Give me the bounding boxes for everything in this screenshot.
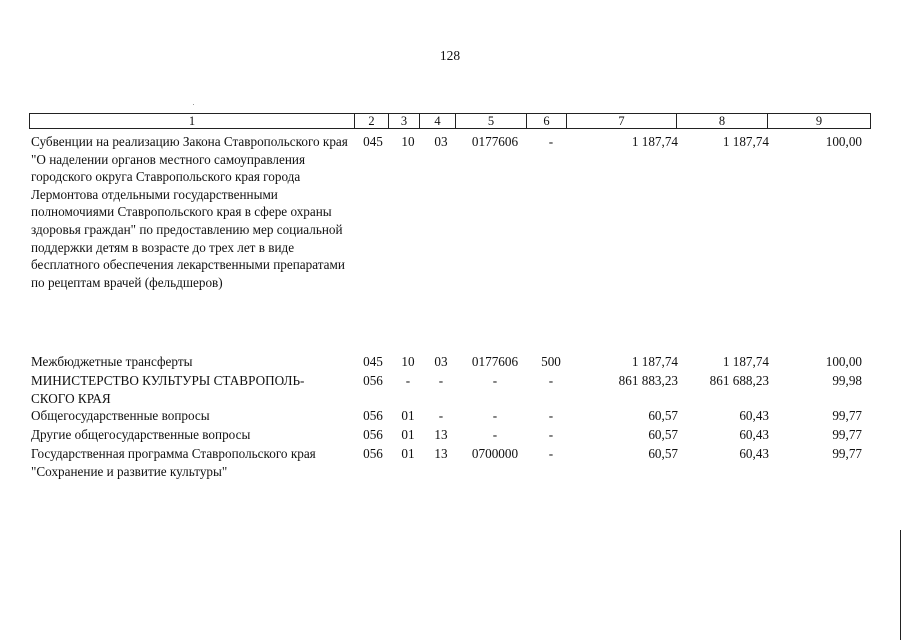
row-executed: 60,43 [739, 408, 769, 423]
row-percent: 99,98 [832, 373, 862, 388]
row-expense-type: 500 [541, 354, 561, 369]
header-col-3: 3 [389, 114, 420, 128]
row-target-article: - [492, 408, 498, 423]
row-percent: 99,77 [832, 408, 862, 423]
row-name: Другие общегосударственные вопросы [31, 427, 251, 442]
row-section: 01 [401, 408, 415, 423]
row-executed: 60,43 [739, 446, 769, 461]
row-expense-type: - [548, 408, 554, 423]
row-expense-type: - [548, 134, 554, 149]
row-ministry-code: 056 [363, 446, 383, 461]
row-subsection: 03 [434, 134, 448, 149]
row-percent: 100,00 [825, 354, 862, 369]
row-planned: 60,57 [648, 427, 678, 442]
row-percent: 99,77 [832, 427, 862, 442]
row-name: МИНИСТЕРСТВО КУЛЬТУРЫ СТАВРОПОЛЬ-СКОГО КРАЯ [31, 373, 305, 406]
row-executed: 60,43 [739, 427, 769, 442]
row-expense-type: - [548, 373, 554, 388]
row-section: 01 [401, 446, 415, 461]
row-target-article: - [492, 427, 498, 442]
row-name: Государственная программа Ставропольского края "Сохранение и развитие культуры" [31, 446, 316, 479]
row-subsection: 13 [434, 427, 448, 442]
row-ministry-code: 045 [363, 134, 383, 149]
table-header-row [29, 113, 871, 129]
header-col-7: 7 [567, 114, 677, 128]
header-col-4: 4 [420, 114, 456, 128]
row-ministry-code: 045 [363, 354, 383, 369]
row-ministry-code: 056 [363, 408, 383, 423]
row-planned: 1 187,74 [631, 354, 678, 369]
row-subsection: 13 [434, 446, 448, 461]
row-subsection: 03 [434, 354, 448, 369]
row-executed: 1 187,74 [722, 134, 769, 149]
header-col-8: 8 [677, 114, 768, 128]
row-target-article: 0700000 [471, 446, 519, 461]
row-section: 10 [401, 134, 415, 149]
row-name: Межбюджетные трансферты [31, 354, 193, 369]
row-subsection: - [438, 373, 444, 388]
row-executed: 1 187,74 [722, 354, 769, 369]
row-name: Общегосударственные вопросы [31, 408, 210, 423]
row-section: 01 [401, 427, 415, 442]
header-col-6: 6 [527, 114, 567, 128]
page-edge-rule [900, 530, 901, 640]
row-executed: 861 688,23 [709, 373, 769, 388]
row-percent: 99,77 [832, 446, 862, 461]
row-planned: 861 883,23 [618, 373, 678, 388]
row-expense-type: - [548, 446, 554, 461]
header-col-1: 1 [30, 114, 355, 128]
row-planned: 60,57 [648, 408, 678, 423]
page-number: 128 [439, 48, 461, 63]
row-ministry-code: 056 [363, 427, 383, 442]
row-target-article: 0177606 [471, 354, 519, 369]
row-section: 10 [401, 354, 415, 369]
row-planned: 1 187,74 [631, 134, 678, 149]
row-section: - [405, 373, 411, 388]
header-col-9: 9 [815, 114, 823, 128]
row-percent: 100,00 [825, 134, 862, 149]
row-name: Субвенции на реализацию Закона Ставропольского края "О наделении органов местного самоуправления городского округа Ставропольского края города Лермонтова отдельными государственными полномочиями Ставропольского края в сфере охраны здоровья граждан" по предоставлению мер социальной поддержки детям в возрасте до трех лет в виде бесплатного обеспечения лекарственными препаратами по рецептам врачей (фельдшеров) [31, 134, 348, 290]
row-target-article: 0177606 [471, 134, 519, 149]
header-col-2: 2 [355, 114, 389, 128]
row-subsection: - [438, 408, 444, 423]
row-target-article: - [492, 373, 498, 388]
row-expense-type: - [548, 427, 554, 442]
row-planned: 60,57 [648, 446, 678, 461]
header-col-5: 5 [456, 114, 527, 128]
scan-speck [193, 104, 194, 105]
row-ministry-code: 056 [363, 373, 383, 388]
